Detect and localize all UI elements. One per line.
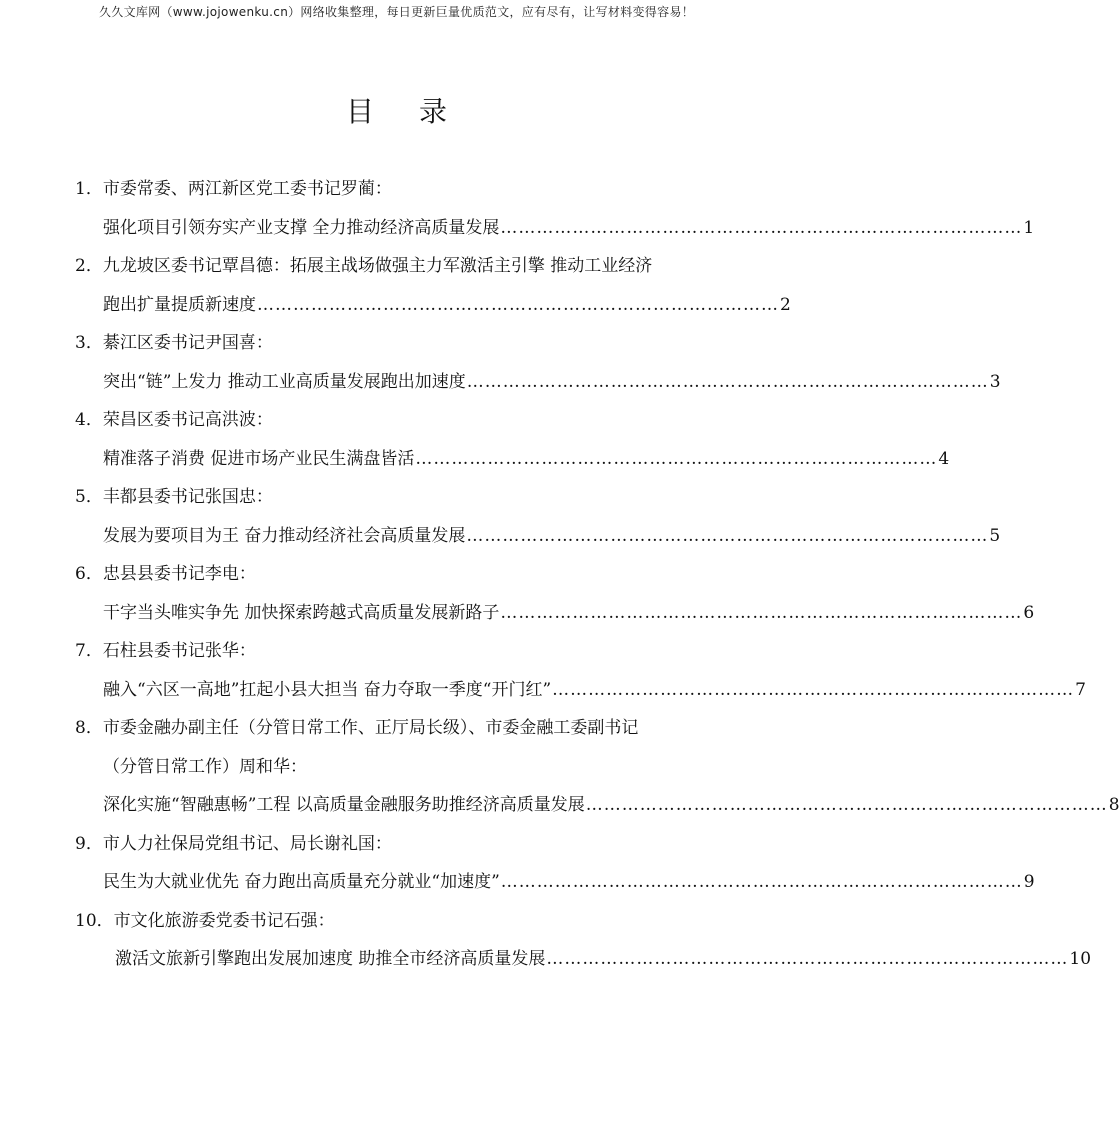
toc-entry-heading: 3．綦江区委书记尹国喜：	[75, 333, 273, 353]
dot-leader: ……………………………………………………………………………	[552, 679, 1075, 700]
toc-entry-subtitle: 发展为要项目为王 奋力推动经济社会高质量发展	[103, 525, 466, 546]
toc-page-number: 10	[1069, 949, 1092, 969]
toc-entry-heading-continued: （分管日常工作）周和华：	[103, 756, 307, 777]
toc-entry-subtitle: 精准落子消费 促进市场产业民生满盘皆活	[103, 448, 415, 469]
toc-entry-link[interactable]	[75, 786, 1120, 825]
toc-entry-subtitle: 激活文旅新引擎跑出发展加速度 助推全市经济高质量发展	[115, 949, 546, 969]
dot-leader: ……………………………………………………………………………	[500, 872, 1023, 892]
toc-entry-link[interactable]	[75, 286, 791, 325]
dot-leader: ……………………………………………………………………………	[500, 217, 1023, 238]
toc-entry-link[interactable]	[75, 209, 1035, 248]
toc-entry-link[interactable]	[75, 363, 1001, 402]
toc-page-number: 2	[780, 294, 791, 315]
toc-entry-subtitle: 民生为大就业优先 奋力跑出高质量充分就业“加速度”	[103, 872, 500, 892]
toc-entry-heading: 5．丰都县委书记张国忠：	[75, 487, 273, 507]
dot-leader: ……………………………………………………………………………	[415, 448, 938, 469]
dot-leader: ……………………………………………………………………………	[585, 795, 1108, 815]
toc-entry-heading: 10．市文化旅游委党委书记石强：	[75, 910, 335, 931]
dot-leader: ……………………………………………………………………………	[466, 525, 989, 546]
dot-leader: ……………………………………………………………………………	[466, 371, 989, 392]
toc-entry-link[interactable]	[75, 594, 1035, 633]
dot-leader: ……………………………………………………………………………	[257, 294, 779, 315]
toc-page-number: 5	[989, 525, 1001, 546]
toc-page-number: 7	[1075, 679, 1086, 700]
toc-entry-heading: 6．忠县县委书记李电：	[75, 564, 256, 584]
toc-entry-subtitle: 强化项目引领夯实产业支撑 全力推动经济高质量发展	[103, 217, 500, 238]
toc-page-number: 3	[989, 371, 1001, 392]
toc-entry-link[interactable]	[75, 671, 1086, 710]
toc-entry-subtitle: 跑出扩量提质新速度	[103, 294, 256, 315]
toc-entry-heading: 4．荣昌区委书记高洪波：	[75, 410, 273, 430]
page-title: 目 录	[346, 95, 465, 128]
toc-entry-subtitle: 融入“六区一高地”扛起小县大担当 奋力夺取一季度“开门红”	[103, 679, 552, 700]
toc-entry-link[interactable]	[75, 940, 1092, 979]
toc-entry-heading: 1．市委常委、两江新区党工委书记罗蔺：	[75, 179, 392, 199]
table-of-contents	[75, 170, 1120, 979]
toc-entry-link[interactable]	[75, 440, 950, 479]
toc-entry-heading: 9．市人力社保局党组书记、局长谢礼国：	[75, 833, 392, 854]
toc-entry-heading: 7．石柱县委书记张华：	[75, 641, 256, 661]
toc-page-number: 8	[1108, 795, 1120, 815]
dot-leader: ……………………………………………………………………………	[500, 602, 1023, 623]
site-banner: 久久文库网（www.jojowenku.cn）网络收集整理，每日更新巨量优质范文，应有尽有，让写材料变得容易！	[98, 5, 695, 19]
toc-entry-subtitle: 突出“链”上发力 推动工业高质量发展跑出加速度	[103, 371, 466, 392]
toc-page-number: 1	[1023, 217, 1035, 238]
toc-page-number: 4	[938, 448, 950, 469]
toc-entry-link[interactable]	[75, 517, 1001, 556]
toc-entry-subtitle: 深化实施“智融惠畅”工程 以高质量金融服务助推经济高质量发展	[103, 795, 585, 815]
toc-entry-link[interactable]	[75, 863, 1035, 902]
toc-entry-heading: 2．九龙坡区委书记覃昌德：拓展主战场做强主力军激活主引擎 推动工业经济	[75, 256, 653, 276]
dot-leader: ……………………………………………………………………………	[546, 949, 1069, 969]
toc-entry-subtitle: 干字当头唯实争先 加快探索跨越式高质量发展新路子	[103, 602, 500, 623]
toc-page-number: 9	[1023, 872, 1035, 892]
toc-entry-heading: 8．市委金融办副主任（分管日常工作、正厅局长级）、市委金融工委副书记	[75, 718, 639, 738]
toc-page-number: 6	[1023, 602, 1035, 623]
